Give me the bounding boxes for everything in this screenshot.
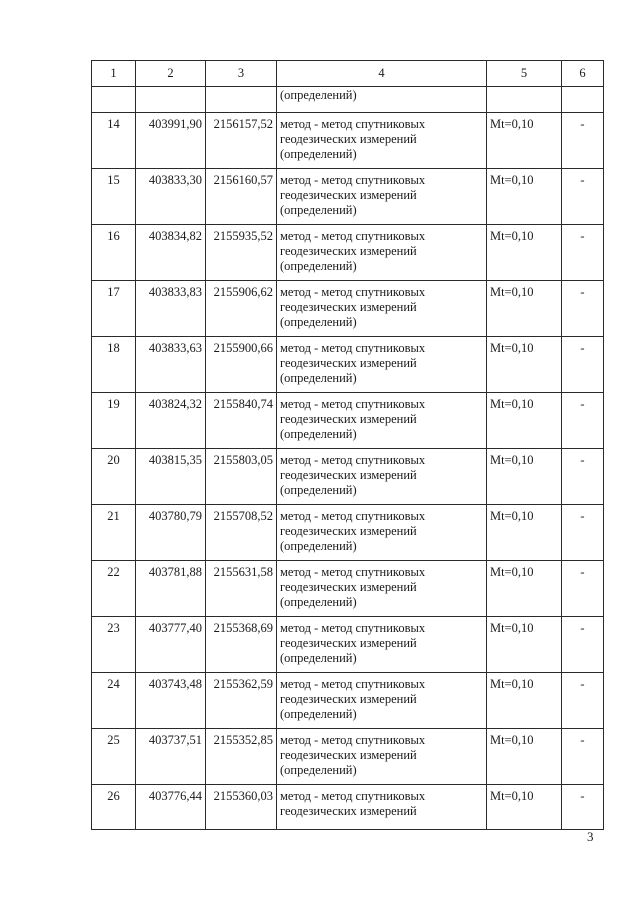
method-description-line: метод - метод спутниковых <box>280 677 426 691</box>
y-coordinate-cell: 2155900,66 <box>206 337 277 393</box>
point-number-cell: 19 <box>92 393 136 449</box>
method-description-line: геодезических измерений <box>280 524 417 538</box>
method-description-cell <box>277 113 487 169</box>
table-row <box>92 337 604 393</box>
method-description-line: (определений) <box>280 595 357 609</box>
point-number-cell: 14 <box>92 113 136 169</box>
x-coordinate-cell: 403776,44 <box>136 785 206 830</box>
reference-cell: - <box>562 393 604 449</box>
method-description-line: геодезических измерений <box>280 580 417 594</box>
accuracy-cell: Mt=0,10 <box>487 169 562 225</box>
method-description-line: (определений) <box>280 147 357 161</box>
method-description-line: геодезических измерений <box>280 748 417 762</box>
continuation-cell-1 <box>92 87 136 113</box>
method-description-cell <box>277 225 487 281</box>
accuracy-cell: Mt=0,10 <box>487 281 562 337</box>
reference-cell: - <box>562 617 604 673</box>
method-description-line: метод - метод спутниковых <box>280 565 426 579</box>
table-row <box>92 449 604 505</box>
table-row <box>92 729 604 785</box>
reference-cell: - <box>562 225 604 281</box>
accuracy-cell: Mt=0,10 <box>487 505 562 561</box>
method-description-line: (определений) <box>280 539 357 553</box>
x-coordinate-cell: 403737,51 <box>136 729 206 785</box>
method-description-cell <box>277 617 487 673</box>
point-number-cell: 23 <box>92 617 136 673</box>
y-coordinate-cell: 2156157,52 <box>206 113 277 169</box>
reference-cell: - <box>562 169 604 225</box>
accuracy-cell: Mt=0,10 <box>487 337 562 393</box>
method-description-line: метод - метод спутниковых <box>280 621 426 635</box>
method-description-cell <box>277 169 487 225</box>
page-number: 3 <box>587 829 594 844</box>
table-row <box>92 505 604 561</box>
method-description-line: геодезических измерений <box>280 356 417 370</box>
method-description-line: геодезических измерений <box>280 132 417 146</box>
method-description-line: геодезических измерений <box>280 300 417 314</box>
table-row <box>92 281 604 337</box>
y-coordinate-cell: 2155935,52 <box>206 225 277 281</box>
point-number-cell: 18 <box>92 337 136 393</box>
x-coordinate-cell: 403781,88 <box>136 561 206 617</box>
y-coordinate-cell: 2155360,03 <box>206 785 277 830</box>
method-description-line: (определений) <box>280 315 357 329</box>
x-coordinate-cell: 403833,63 <box>136 337 206 393</box>
point-number-cell: 16 <box>92 225 136 281</box>
table-body <box>92 61 604 830</box>
table-row <box>92 225 604 281</box>
reference-cell: - <box>562 281 604 337</box>
accuracy-cell: Mt=0,10 <box>487 729 562 785</box>
y-coordinate-cell: 2155352,85 <box>206 729 277 785</box>
header-cell-6: 6 <box>562 61 604 87</box>
method-description-line: метод - метод спутниковых <box>280 789 426 803</box>
table-row <box>92 785 604 830</box>
method-description-line: метод - метод спутниковых <box>280 229 426 243</box>
y-coordinate-cell: 2155906,62 <box>206 281 277 337</box>
method-description-cell <box>277 729 487 785</box>
header-cell-3: 3 <box>206 61 277 87</box>
method-description-cell <box>277 449 487 505</box>
x-coordinate-cell: 403743,48 <box>136 673 206 729</box>
x-coordinate-cell: 403777,40 <box>136 617 206 673</box>
y-coordinate-cell: 2156160,57 <box>206 169 277 225</box>
point-number-cell: 21 <box>92 505 136 561</box>
method-description-line: (определений) <box>280 371 357 385</box>
continuation-cell-6 <box>562 87 604 113</box>
reference-cell: - <box>562 337 604 393</box>
header-cell-5: 5 <box>487 61 562 87</box>
reference-cell: - <box>562 505 604 561</box>
table-row <box>92 169 604 225</box>
method-description-line: (определений) <box>280 203 357 217</box>
table-row <box>92 393 604 449</box>
table-row <box>92 617 604 673</box>
method-description-line: геодезических измерений <box>280 412 417 426</box>
point-number-cell: 26 <box>92 785 136 830</box>
continuation-row <box>92 87 604 113</box>
method-description-line: метод - метод спутниковых <box>280 173 426 187</box>
method-description-line: (определений) <box>280 707 357 721</box>
accuracy-cell: Mt=0,10 <box>487 393 562 449</box>
accuracy-cell: Mt=0,10 <box>487 225 562 281</box>
point-number-cell: 24 <box>92 673 136 729</box>
method-description-line: метод - метод спутниковых <box>280 117 426 131</box>
table-row <box>92 673 604 729</box>
method-description-line: (определений) <box>280 483 357 497</box>
method-description-cell <box>277 393 487 449</box>
point-number-cell: 15 <box>92 169 136 225</box>
x-coordinate-cell: 403833,30 <box>136 169 206 225</box>
reference-cell: - <box>562 449 604 505</box>
continuation-cell-2 <box>136 87 206 113</box>
method-description-line: (определений) <box>280 763 357 777</box>
method-description-line: метод - метод спутниковых <box>280 453 426 467</box>
method-description-line: геодезических измерений <box>280 468 417 482</box>
point-number-cell: 17 <box>92 281 136 337</box>
y-coordinate-cell: 2155803,05 <box>206 449 277 505</box>
method-description-line: геодезических измерений <box>280 244 417 258</box>
accuracy-cell: Mt=0,10 <box>487 113 562 169</box>
continuation-cell-3 <box>206 87 277 113</box>
header-cell-1: 1 <box>92 61 136 87</box>
method-description-line: метод - метод спутниковых <box>280 397 426 411</box>
y-coordinate-cell: 2155631,58 <box>206 561 277 617</box>
coordinates-table <box>91 60 604 830</box>
method-description-cell <box>277 281 487 337</box>
reference-cell: - <box>562 729 604 785</box>
reference-cell: - <box>562 673 604 729</box>
method-description-line: метод - метод спутниковых <box>280 341 426 355</box>
y-coordinate-cell: 2155362,59 <box>206 673 277 729</box>
accuracy-cell: Mt=0,10 <box>487 673 562 729</box>
method-description-cell <box>277 337 487 393</box>
method-description-line: метод - метод спутниковых <box>280 509 426 523</box>
accuracy-cell: Mt=0,10 <box>487 617 562 673</box>
y-coordinate-cell: 2155368,69 <box>206 617 277 673</box>
point-number-cell: 20 <box>92 449 136 505</box>
x-coordinate-cell: 403780,79 <box>136 505 206 561</box>
method-description-cell <box>277 673 487 729</box>
y-coordinate-cell: 2155708,52 <box>206 505 277 561</box>
table-row <box>92 113 604 169</box>
accuracy-cell: Mt=0,10 <box>487 449 562 505</box>
method-description-cell <box>277 505 487 561</box>
method-description-line: (определений) <box>280 651 357 665</box>
method-description-line: геодезических измерений <box>280 188 417 202</box>
x-coordinate-cell: 403815,35 <box>136 449 206 505</box>
y-coordinate-cell: 2155840,74 <box>206 393 277 449</box>
method-description-line: геодезических измерений <box>280 636 417 650</box>
method-description-line: (определений) <box>280 427 357 441</box>
point-number-cell: 22 <box>92 561 136 617</box>
x-coordinate-cell: 403824,32 <box>136 393 206 449</box>
continuation-description: (определений) <box>277 87 487 113</box>
header-cell-2: 2 <box>136 61 206 87</box>
table-row <box>92 561 604 617</box>
header-cell-4: 4 <box>277 61 487 87</box>
x-coordinate-cell: 403834,82 <box>136 225 206 281</box>
x-coordinate-cell: 403833,83 <box>136 281 206 337</box>
reference-cell: - <box>562 561 604 617</box>
point-number-cell: 25 <box>92 729 136 785</box>
method-description-line: метод - метод спутниковых <box>280 733 426 747</box>
accuracy-cell: Mt=0,10 <box>487 561 562 617</box>
method-description-cell <box>277 561 487 617</box>
reference-cell: - <box>562 785 604 830</box>
method-description-line: (определений) <box>280 259 357 273</box>
reference-cell: - <box>562 113 604 169</box>
x-coordinate-cell: 403991,90 <box>136 113 206 169</box>
method-description-line: геодезических измерений <box>280 804 417 818</box>
method-description-line: геодезических измерений <box>280 692 417 706</box>
continuation-cell-5 <box>487 87 562 113</box>
table-header-row <box>92 61 604 87</box>
method-description-cell <box>277 785 487 830</box>
accuracy-cell: Mt=0,10 <box>487 785 562 830</box>
method-description-line: метод - метод спутниковых <box>280 285 426 299</box>
